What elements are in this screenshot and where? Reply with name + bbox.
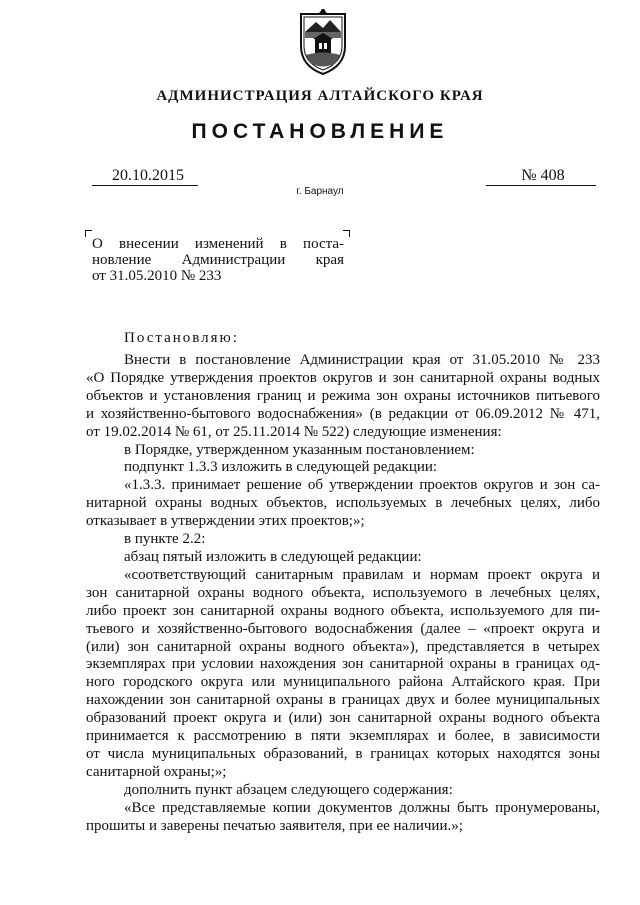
body-line: прошиты и заверены печатью заявителя, при ее наличии.»; [86, 817, 463, 834]
subject-line: от 31.05.2010 № 233 [92, 268, 222, 284]
body-line: от 19.02.2014 № 61, от 25.11.2014 № 522) следующие изменения: [86, 423, 502, 440]
body-line: подпункт 1.3.3 изложить в следующей редакции: [124, 459, 438, 476]
body-line: объектов и установления границ и режима зон охраны источников питьевого [86, 387, 600, 404]
body-line: дополнить пункт абзацем следующего содержания: [124, 781, 453, 798]
city-name: г. Барнаул [296, 186, 344, 197]
body-line: (или) зон санитарной охраны водного объекта»), представляется в четырех [86, 638, 600, 655]
body-line: либо проект зон санитарной охраны водного объекта, используемого для пи- [86, 602, 600, 619]
body-line: от числа муниципальных образований, в границах которых находятся зоны [86, 745, 600, 762]
subject-line: новление Администрации края [92, 252, 344, 268]
body-line: санитарной охраны;»; [86, 763, 227, 780]
decree-word: Постановляю: [124, 330, 239, 346]
document-body [86, 352, 600, 835]
document-number: № 408 [521, 167, 565, 184]
body-line: в пункте 2.2: [124, 531, 206, 548]
body-line: зон санитарной охраны водного объекта, используемого в лечебных целях, [86, 584, 600, 601]
body-line: образований проект округа и (или) зон санитарной охраны водного объекта [86, 710, 600, 727]
body-line: ного городского округа или муниципального района Алтайского края. При [86, 674, 600, 691]
subject-bracket-left [85, 230, 92, 237]
body-line: в Порядке, утвержденном указанным постановлением: [124, 441, 475, 458]
body-line: «Все представляемые копии документов должны быть пронумерованы, [124, 799, 600, 816]
body-line: абзац пятый изложить в следующей редакции: [124, 548, 422, 565]
body-line: нитарной охраны водных объектов, используемых в лечебных целях, либо [86, 495, 600, 512]
subject-bracket-right [343, 230, 350, 237]
organization-name: АДМИНИСТРАЦИЯ АЛТАЙСКОГО КРАЯ [156, 88, 484, 104]
document-subject [92, 236, 344, 284]
body-line: «1.3.3. принимает решение об утверждении проектов округов и зон са- [124, 477, 600, 494]
body-line: нахождении зон санитарной охраны в границах двух и более муниципальных [86, 692, 600, 709]
body-line: Внести в постановление Администрации края от 31.05.2010 № 233 [124, 352, 600, 368]
body-line: «О Порядке утверждения проектов округов и зон санитарной охраны водных [86, 369, 600, 386]
body-line: отказывает в утверждении этих проектов;»; [86, 513, 365, 530]
subject-line: О внесении изменений в поста- [92, 236, 344, 252]
document-date: 20.10.2015 [112, 167, 184, 184]
body-line: экземплярах при условии нахождения зон санитарной охраны в границах од- [86, 656, 600, 673]
body-line: «соответствующий санитарным правилам и нормам проект округа и [124, 566, 600, 583]
body-line: и хозяйственно-бытового водоснабжения» (в редакции от 06.09.2012 № 471, [86, 405, 600, 422]
body-line: тьевого и хозяйственно-бытового водоснабжения (далее – «проект округа и [86, 620, 600, 637]
body-line: принимается к рассмотрению в пяти экземплярах и более, в зависимости [86, 728, 600, 745]
coat-of-arms-emblem [298, 8, 348, 76]
document-type-title: ПОСТАНОВЛЕНИЕ [191, 120, 449, 143]
